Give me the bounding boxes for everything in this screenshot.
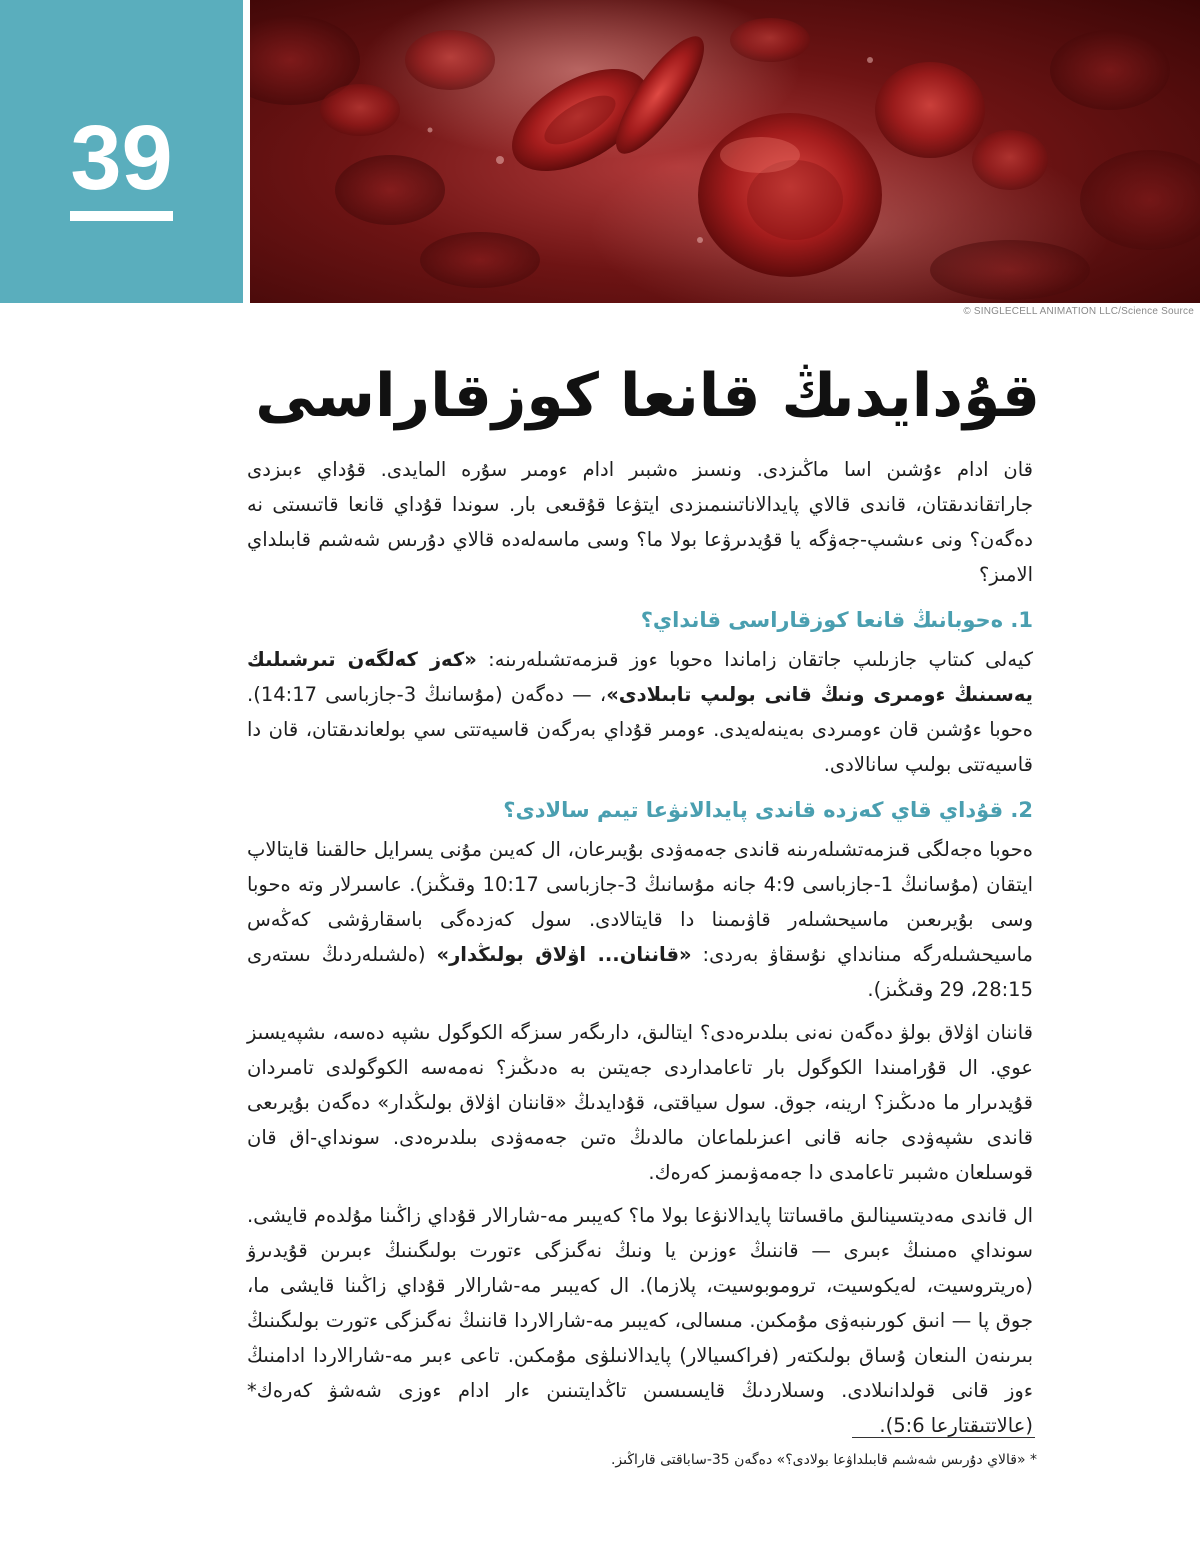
lesson-number: 39 xyxy=(70,107,173,209)
section-2-p1-bold-quote: «قاننان... اۋلاق بولىڭدار» xyxy=(436,943,692,966)
section-1-paragraph xyxy=(247,642,1033,782)
section-1-heading: 1. ەحوبانىڭ قانعا كوزقاراسى قانداي؟ xyxy=(640,608,1033,632)
hero-image-blood-cells xyxy=(250,0,1200,303)
section-1-text-after: ، — دەگەن (مۇسانىڭ 3-جازباسى 14:17). ەحوبا ءۇشىن قان ءومىردى بەينەلەيدى. ءومىر قۇداي بەرگەن قاسيەتتى سي بولعاندىقتان، قان دا قاسيەتتى بولىپ سانالادى. xyxy=(247,683,1033,776)
lesson-number-underline xyxy=(70,211,173,221)
photo-credit: © SINGLECELL ANIMATION LLC/Science Source xyxy=(963,306,1194,317)
intro-paragraph: قان ادام ءۇشىن اسا ماڭىزدى. ونسىز ەشبىر ادام ءومىر سۇرە المايدى. قۇداي ءبىزدى جاراتقاندىقتان، قاندى قالاي پايدالاناتىنىمىزدى ايتۋعا قۇقىعى بار. سوندا قۇداي قانعا قاتىستى نە دەگەن؟ ونى ءىشىپ-جەۋگە يا قۇيدىرۋعا بولا ما؟ وسى ماسەلەدە قالاي دۇرىس شەشىم قابىلداي الامىز؟ xyxy=(247,458,1033,586)
section-2-paragraph-1 xyxy=(247,832,1033,1007)
section-2-heading: 2. قۇداي قاي كەزدە قاندى پايدالانۋعا تيىم سالادى؟ xyxy=(503,798,1033,822)
lesson-number-panel xyxy=(0,0,243,303)
footnote: * «قالاي دۇرىس شەشىم قابىلداۋعا بولادى؟» دەگەن 35-ساباقتى قاراڭىز. xyxy=(610,1452,1037,1468)
section-2-p1-text-after: (ەلشىلەردىڭ ىستەرى 28:15، 29 وقىڭىز). xyxy=(247,943,1033,1001)
page-title: قۇدايدىڭ قانعا كوزقاراسى xyxy=(255,361,1040,431)
section-2-paragraph-2: قاننان اۋلاق بولۋ دەگەن نەنى بىلدىرەدى؟ ايتالىق، دارىگەر سىزگە الكوگول ىشپە دەسە، ىشپەيسىز عوي. ال قۇرامىندا الكوگول بار تاعامداردى جەيتىن بە ەدىڭىز؟ نەمەسە الكوگولدى تامىردان قۇيدىرار ما ەدىڭىز؟ ارينە، جوق. سول سياقتى، قۇدايدىڭ «قاننان اۋلاق بولىڭدار» دەگەن بۇيرىعى قاندى ىشپەۋدى جانە قانى اعىزىلماعان مالدىڭ ەتىن جەمەۋدى بىلدىرەدى. سونداي-اق قان قوسىلعان ەشبىر تاعامدى دا جەمەۋىمىز كەرەك. xyxy=(247,1021,1033,1184)
section-1-text-before: كيەلى كىتاپ جازىلىپ جاتقان زاماندا ەحوبا ءوز قىزمەتشىلەرىنە: xyxy=(476,648,1033,671)
section-1-bold-quote: «كەز كەلگەن تىرشىلىك يەسىنىڭ ءومىرى ونىڭ قانى بولىپ تابىلادى» xyxy=(247,648,1034,706)
footnote-divider xyxy=(852,1437,1035,1438)
blood-cells-illustration xyxy=(250,0,1200,303)
section-2-paragraph-3: ال قاندى مەديتسينالىق ماقساتتا پايدالانۋعا بولا ما؟ كەيبىر مە-شارالار قۇداي زاڭىنا مۇلدەم قايشى. سونداي ەمىنىڭ ءبىرى — قاننىڭ ءوزىن يا ونىڭ نەگىزگى ءتورت بولىگىنىڭ ءبىرىن قۇيدىرۋ (ەريتروسيت، لەيكوسيت، تروموبوسيت، پلازما). ال كەيبىر مە-شارالار قۇداي زاڭىنا قايشى ما، جوق پا — انىق كورىنبەۋى مۇمكىن. مىسالى، كەيبىر مە-شارالاردا قاننىڭ نەگىزگى ءتورت بولىگىنىڭ بىرىنەن الىنعان ۇساق بولىكتەر (فراكسيالار) پايدالانىلۋى مۇمكىن. تاعى ءبىر مە-شارالاردا ادامنىڭ ءوز قانى قولدانىلادى. وسىلاردىڭ قايسىسىن تاڭدايتىنىن ءار ادام ءوزى شەشۋ كەرەك* (عالاتتىقتارعا 5:6). xyxy=(247,1204,1033,1437)
section-2-p1-text-before: ەحوبا ەجەلگى قىزمەتشىلەرىنە قاندى جەمەۋدى بۇيىرعان، ال كەيىن مۇنى يسرايل حالقىنا قايتالاپ ايتقان (مۇسانىڭ 1-جازباسى 4:9 جانە مۇسانىڭ 3-جازباسى 10:17 وقىڭىز). عاسىرلار وتە ەحوبا وسى بۇيرىعىن ماسيحشىلەر قاۋىمىنا دا قايتالادى. سول كەزدەگى باسقارۋشى كەڭەس ماسيحشىلەرگە مىنانداي نۇسقاۋ بەردى: xyxy=(247,838,1033,966)
article-body xyxy=(247,452,1033,1451)
